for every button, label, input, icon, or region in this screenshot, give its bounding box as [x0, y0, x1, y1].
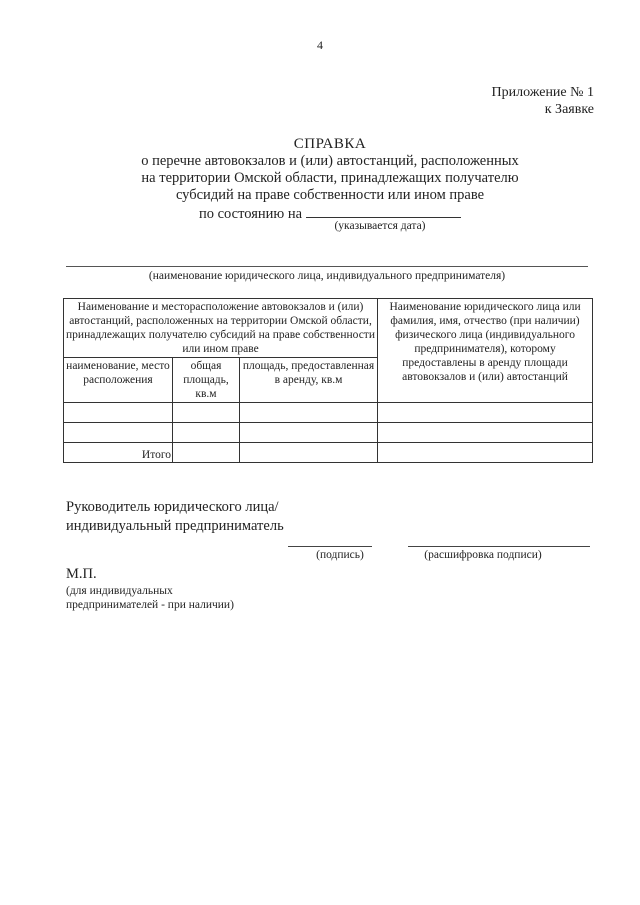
table-cell[interactable]	[378, 403, 593, 423]
table-cell[interactable]	[64, 403, 173, 423]
signer-line-2: индивидуальный предприниматель	[66, 518, 284, 534]
subheader-leased-area: площадь, предоставленная в аренду, кв.м	[240, 358, 378, 403]
date-caption: (указывается дата)	[334, 220, 426, 232]
appendix-line-1: Приложение № 1	[491, 85, 594, 100]
appendix-reference	[492, 84, 595, 118]
title-line-2: на территории Омской области, принадлежащих получателю	[141, 170, 519, 186]
subheader-name-location: наименование, место расположения	[64, 358, 173, 403]
total-area-cell[interactable]	[173, 443, 240, 463]
decoding-blank-line	[408, 546, 590, 547]
table-row	[64, 403, 593, 423]
header-tenant: Наименование юридического лица или фамилия, имя, отчество (при наличии) физического лица (индивидуального предпринимателя), которому предоставлены в аренду площади автовокзалов и (или) автостанций	[378, 299, 593, 403]
stamp-note-line-2: предпринимателей - при наличии)	[66, 599, 234, 611]
stamp-note-line-1: (для индивидуальных	[66, 585, 173, 597]
table-cell[interactable]	[240, 403, 378, 423]
table-header-row	[64, 299, 593, 358]
document-heading: СПРАВКА	[293, 136, 367, 152]
entity-caption: (наименование юридического лица, индивидуального предпринимателя)	[148, 270, 506, 282]
table-cell[interactable]	[64, 423, 173, 443]
signature-blank-line	[288, 546, 372, 547]
table-cell[interactable]	[173, 423, 240, 443]
premises-table	[63, 298, 593, 463]
title-line-3: субсидий на праве собственности или ином праве	[175, 187, 485, 203]
total-row	[64, 443, 593, 463]
table-cell[interactable]	[378, 423, 593, 443]
subheader-total-area: общая площадь, кв.м	[173, 358, 240, 403]
total-leased-cell[interactable]	[240, 443, 378, 463]
appendix-line-2: к Заявке	[544, 102, 594, 117]
document-title-block	[120, 136, 540, 223]
signature-caption: (подпись)	[316, 549, 364, 561]
header-premises: Наименование и месторасположение автовокзалов и (или) автостанций, расположенных на территории Омской области, принадлежащих получателю субсидий на праве собственности или ином праве	[64, 299, 378, 358]
page-number: 4	[317, 38, 323, 52]
total-label: Итого	[64, 443, 173, 463]
total-tenant-cell[interactable]	[378, 443, 593, 463]
title-line-1: о перечне автовокзалов и (или) автостанций, расположенных	[141, 153, 519, 169]
table-cell[interactable]	[240, 423, 378, 443]
date-blank-line	[306, 204, 461, 218]
signer-block	[66, 498, 284, 536]
table-cell[interactable]	[173, 403, 240, 423]
stamp-note	[66, 584, 234, 612]
table-row	[64, 423, 593, 443]
decoding-caption: (расшифровка подписи)	[424, 549, 542, 561]
date-prefix: по состоянию на	[198, 206, 303, 222]
stamp-label: М.П.	[66, 566, 97, 582]
signer-line-1: Руководитель юридического лица/	[66, 499, 279, 515]
entity-blank-line	[66, 266, 588, 267]
